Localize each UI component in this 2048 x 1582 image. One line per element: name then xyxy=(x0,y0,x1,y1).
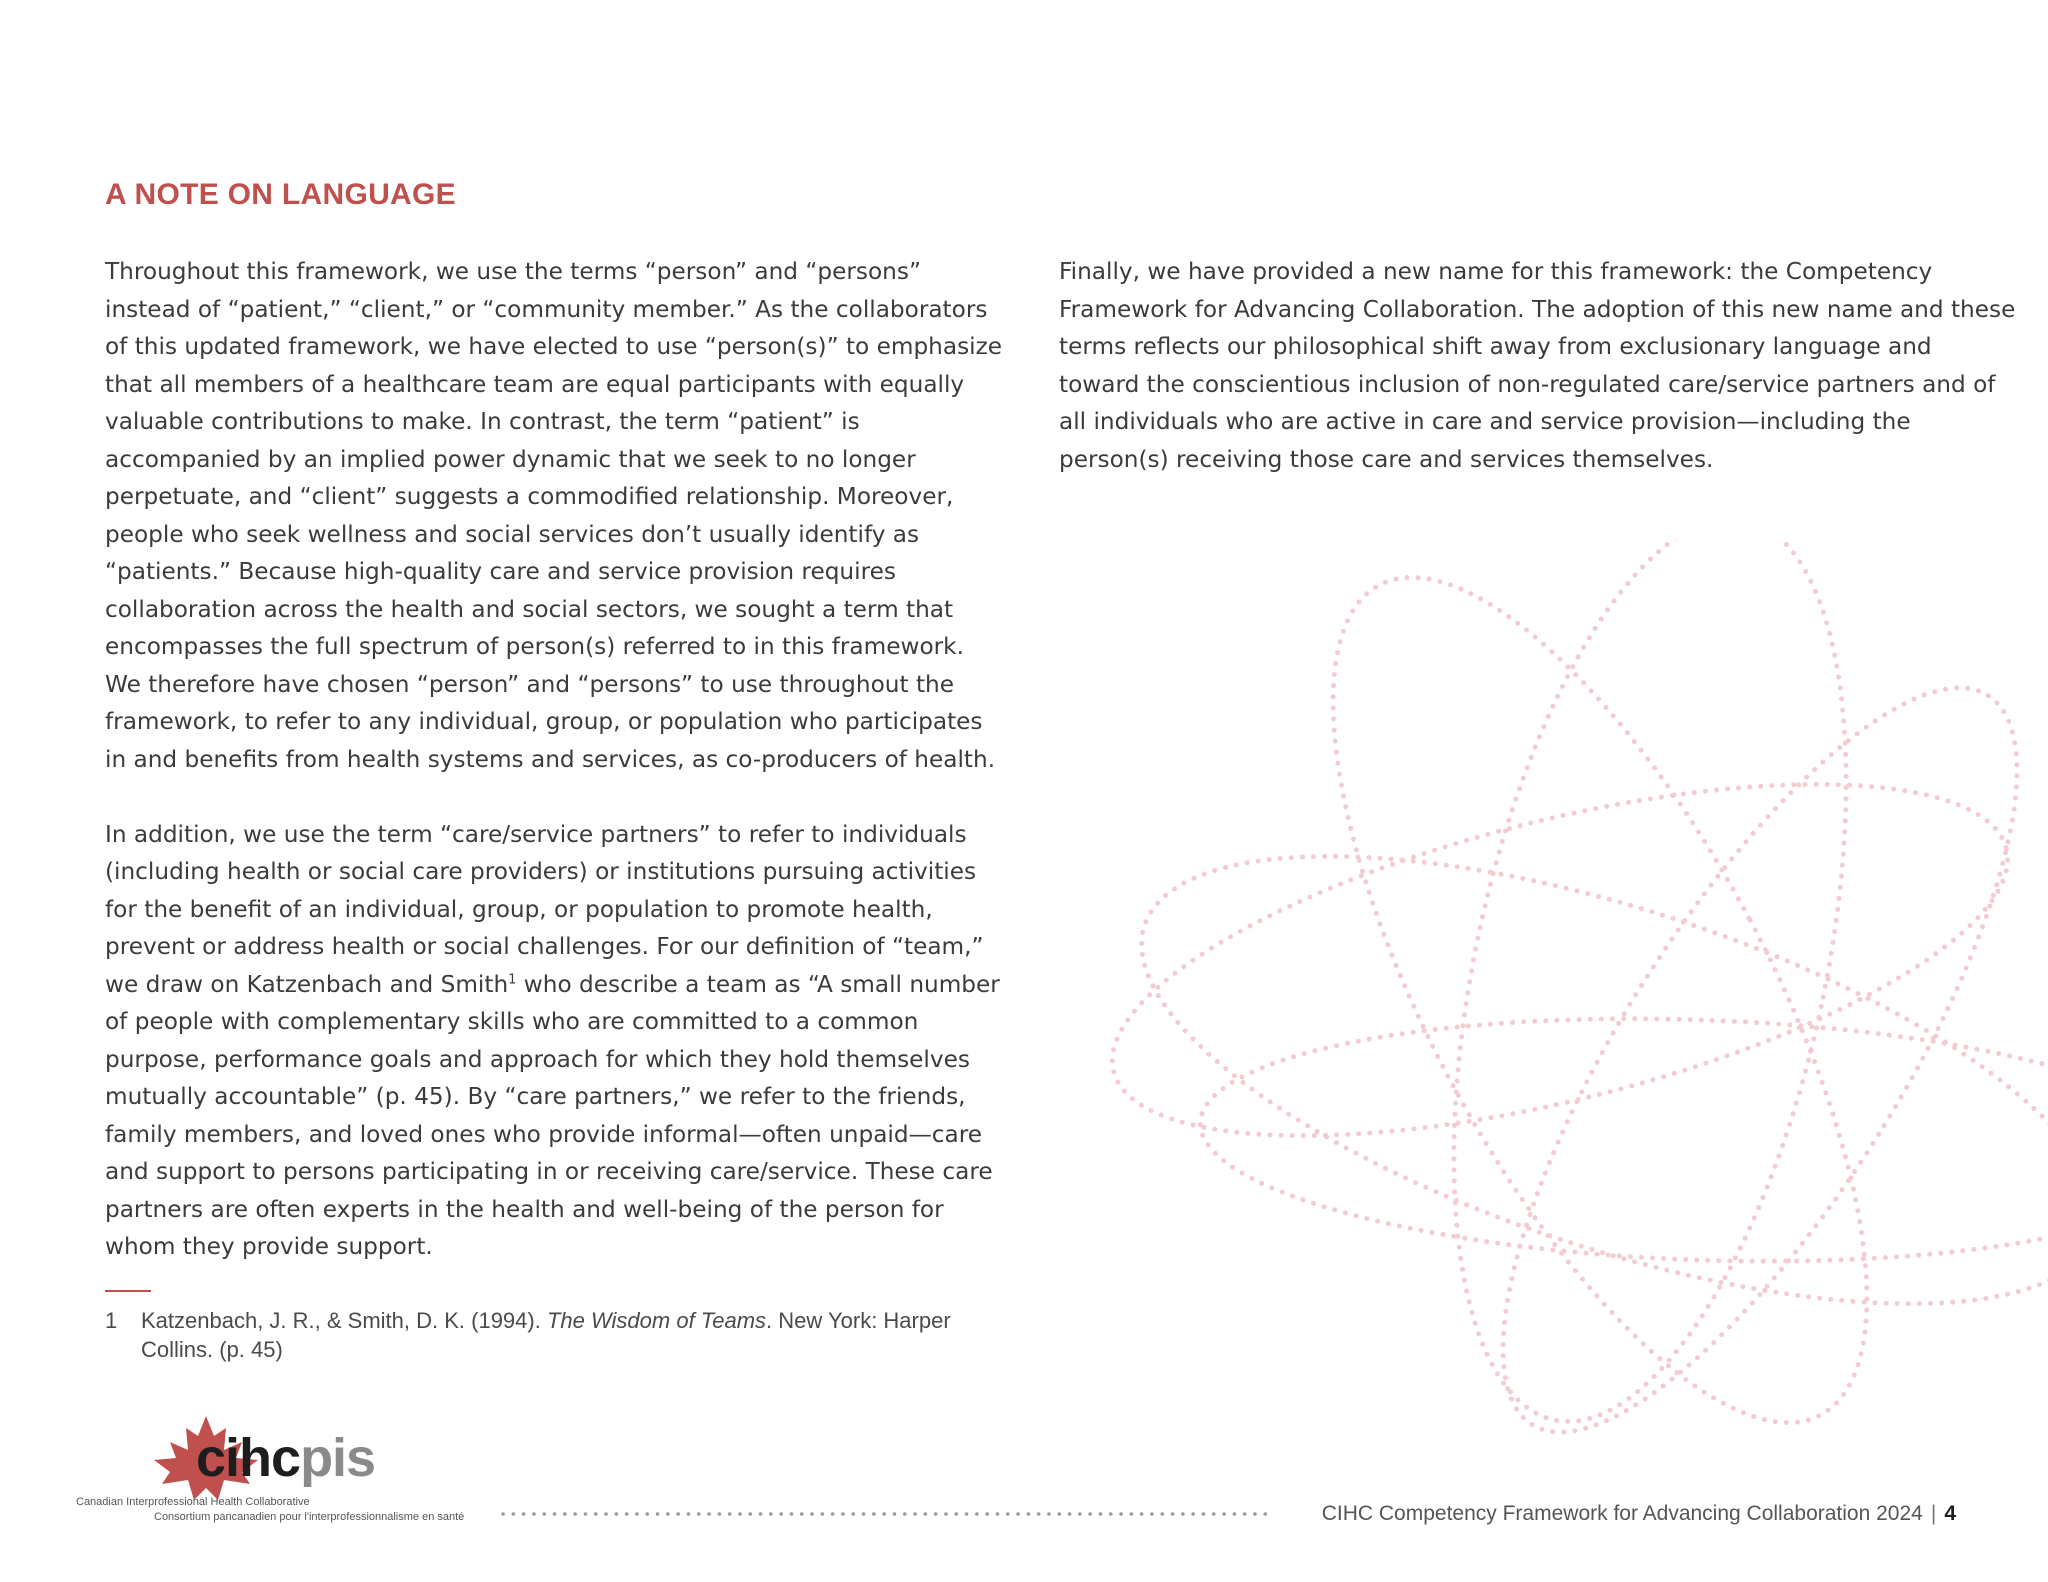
logo-wordmark-cihc: cihc xyxy=(196,1428,301,1488)
logo-wordmark xyxy=(196,1428,375,1488)
right-column xyxy=(1059,253,2019,478)
orbit-ring xyxy=(1092,764,2048,1396)
footnote-publisher: . New York: Harper Collins. (p. 45) xyxy=(141,1308,951,1362)
footer-document-title: CIHC Competency Framework for Advancing Collaboration 2024 xyxy=(1321,1502,1923,1525)
footer xyxy=(1322,1502,1956,1526)
footnote xyxy=(105,1306,985,1364)
footnote-reference[interactable]: 1 xyxy=(508,971,517,987)
footnote-book-title: The Wisdom of Teams xyxy=(546,1308,767,1333)
logo-french-name: Consortium pancanadien pour l'interprofessionnalisme en santé xyxy=(154,1511,465,1523)
footer-dotted-leader xyxy=(500,1511,1270,1517)
paragraph-persons: Throughout this framework, we use the terms “person” and “persons” instead of “patient,” “client,” or “community member.” As the collaborators of this updated framework, we have elected to use “person(s)” to emphasize that all members of a healthcare team are equal participants with equally valuable contributions to make. In contrast, the term “patient” is accompanied by an implied power dynamic that we seek to no longer perpetuate, and “client” suggests a commodified relationship. Moreover, people who seek wellness and social services don’t usually identify as “patients.” Because high-quality care and service provision requires collaboration across the health and social sectors, we sought a term that encompasses the full spectrum of person(s) referred to in this framework. We therefore have chosen “person” and “persons” to use throughout the framework, to refer to any individual, group, or population who participates in and benefits from health systems and services, as co-producers of health. xyxy=(105,258,1003,773)
footnote-divider xyxy=(105,1290,151,1292)
footnote-number: 1 xyxy=(105,1308,118,1333)
paragraph-framework-name: Finally, we have provided a new name for this framework: the Competency Framework for Advancing Collaboration. The adoption of this new name and these terms reflects our philosophical shift away from exclusionary language and toward the conscientious inclusion of non-regulated care/service partners and of all individuals who are active in care and service provision—including the person(s) receiving those care and services themselves. xyxy=(1059,258,2016,473)
paragraph-care-service-partners xyxy=(105,816,1005,1266)
logo-wordmark-pis: pis xyxy=(300,1428,376,1488)
page-number: 4 xyxy=(1944,1502,1956,1525)
paragraph-text: who describe a team as “A small number of people with complementary skills who are committed to a common purpose, performance goals and approach for which they hold themselves mutually accountable” (p. 45). By “care partners,” we refer to the friends, family members, and loved ones who provide informal—often unpaid—care and support to persons participating in or receiving care/service. These care partners are often experts in the health and well-being of the person for whom they provide support. xyxy=(105,970,1000,1260)
paragraph-text: In addition, we use the term “care/service partners” to refer to individuals (including health or social care providers) or institutions pursuing activities for the benefit of an individual, group, or population to promote health, prevent or address health or social challenges. For our definition of “team,” we draw on Katzenbach and Smith xyxy=(105,820,984,998)
footer-separator: | xyxy=(1930,1502,1937,1525)
section-heading: A NOTE ON LANGUAGE xyxy=(105,178,456,211)
orbit-ring xyxy=(1383,540,1917,1456)
logo-english-name: Canadian Interprofessional Health Collaborative xyxy=(76,1496,310,1508)
footnote-text xyxy=(141,1306,985,1364)
footnote-citation: Katzenbach, J. R., & Smith, D. K. (1994). xyxy=(141,1308,547,1333)
orbit-ring xyxy=(1196,1003,2048,1278)
orbit-ring xyxy=(1080,713,2040,1207)
cihc-logo xyxy=(76,1410,486,1525)
background-atom-motif xyxy=(1000,540,2048,1582)
left-column xyxy=(105,253,1005,1266)
orbit-ring xyxy=(1413,621,2048,1499)
